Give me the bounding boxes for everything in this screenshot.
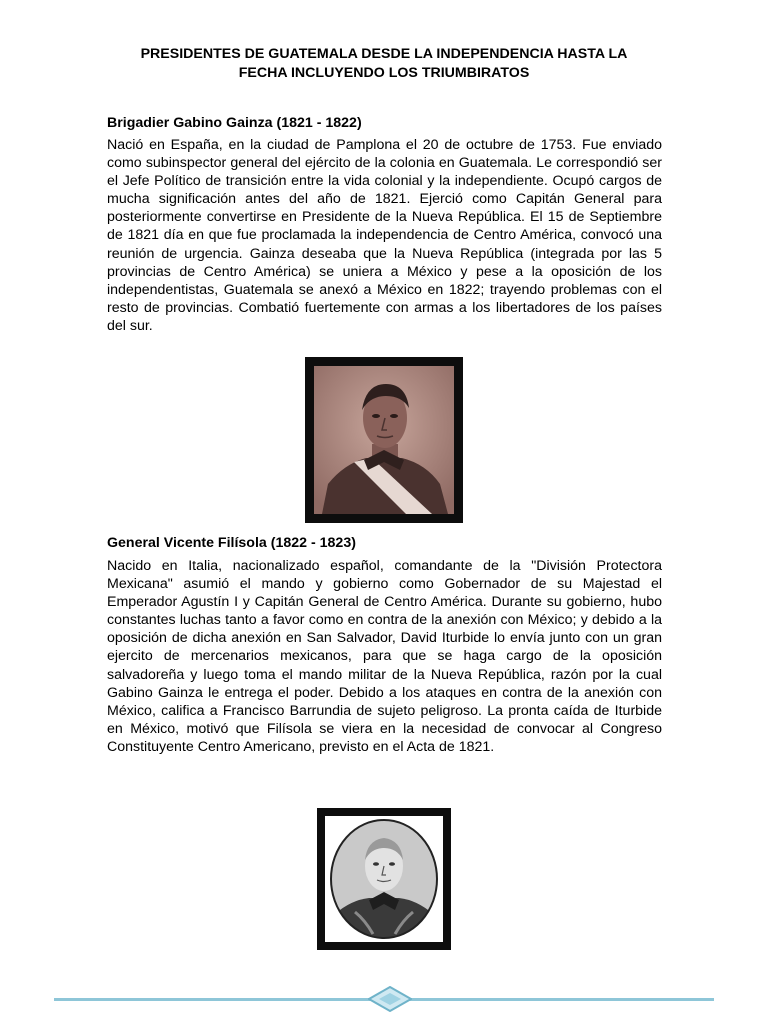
section-body-gainza: Nació en España, en la ciudad de Pamplona el 20 de octubre de 1753. Fue enviado como subinspector general del ejército de la colonia en Guatemala. Le correspondió ser el Jefe Político de transición entre la vida colonial y la independiente. Ocupó cargos de mucha significación antes del año de 1821. Ejerció como Capitán General para posteriormente convertirse en Presidente de la Nueva República. El 15 de Septiembre de 1821 día en que fue proclamada la independencia de Centro América, convocó una reunión de urgencia. Gainza deseaba que la Nueva República (integrada por las 5 provincias de Centro América) se uniera a México y pese a la oposición de los independentistas, Guatemala se anexó a México en 1822; trayendo problemas con el resto de provincias. Combatió fuertemente con armas a los libertadores de los países del sur. [107, 137, 662, 334]
footer-diamond-ornament [368, 986, 412, 1012]
title-line-2: FECHA INCLUYENDO LOS TRIUMBIRATOS [238, 65, 530, 81]
section-heading-filisola: General Vicente Filísola (1822 - 1823) [107, 535, 356, 551]
portrait-gainza [305, 357, 463, 523]
portrait-gainza-image [314, 366, 454, 514]
title-line-1: PRESIDENTES DE GUATEMALA DESDE LA INDEPENDENCIA HASTA LA [140, 46, 628, 62]
section-heading-gainza: Brigadier Gabino Gainza (1821 - 1822) [107, 115, 362, 131]
document-title [60, 45, 708, 83]
portrait-filisola [317, 808, 451, 950]
section-body-filisola: Nacido en Italia, nacionalizado español, comandante de la "División Protectora Mexicana" asumió el mando y gobierno como Gobernador de su Majestad el Emperador Agustín I y Capitán General de Centro América. Durante su gobierno, hubo constantes luchas tanto a favor como en contra de la anexión con México; y debido a la oposición de dicha anexión en San Salvador, David Iturbide lo envía junto con un gran ejercito de mercenarios mexicanos, para que se haga cargo de la oposición salvadoreña y luego toma el mando militar de la Nueva República, razón por la cual Gabino Gainza le entrega el poder. Debido a los ataques en contra de la anexión con México, califica a Francisco Barrundia de sujeto peligroso. La pronta caída de Iturbide en México, motivó que Filísola se viera en la necesidad de convocar al Congreso Constituyente Centro Americano, previsto en el Acta de 1821. [107, 558, 662, 755]
portrait-filisola-image [325, 816, 443, 942]
